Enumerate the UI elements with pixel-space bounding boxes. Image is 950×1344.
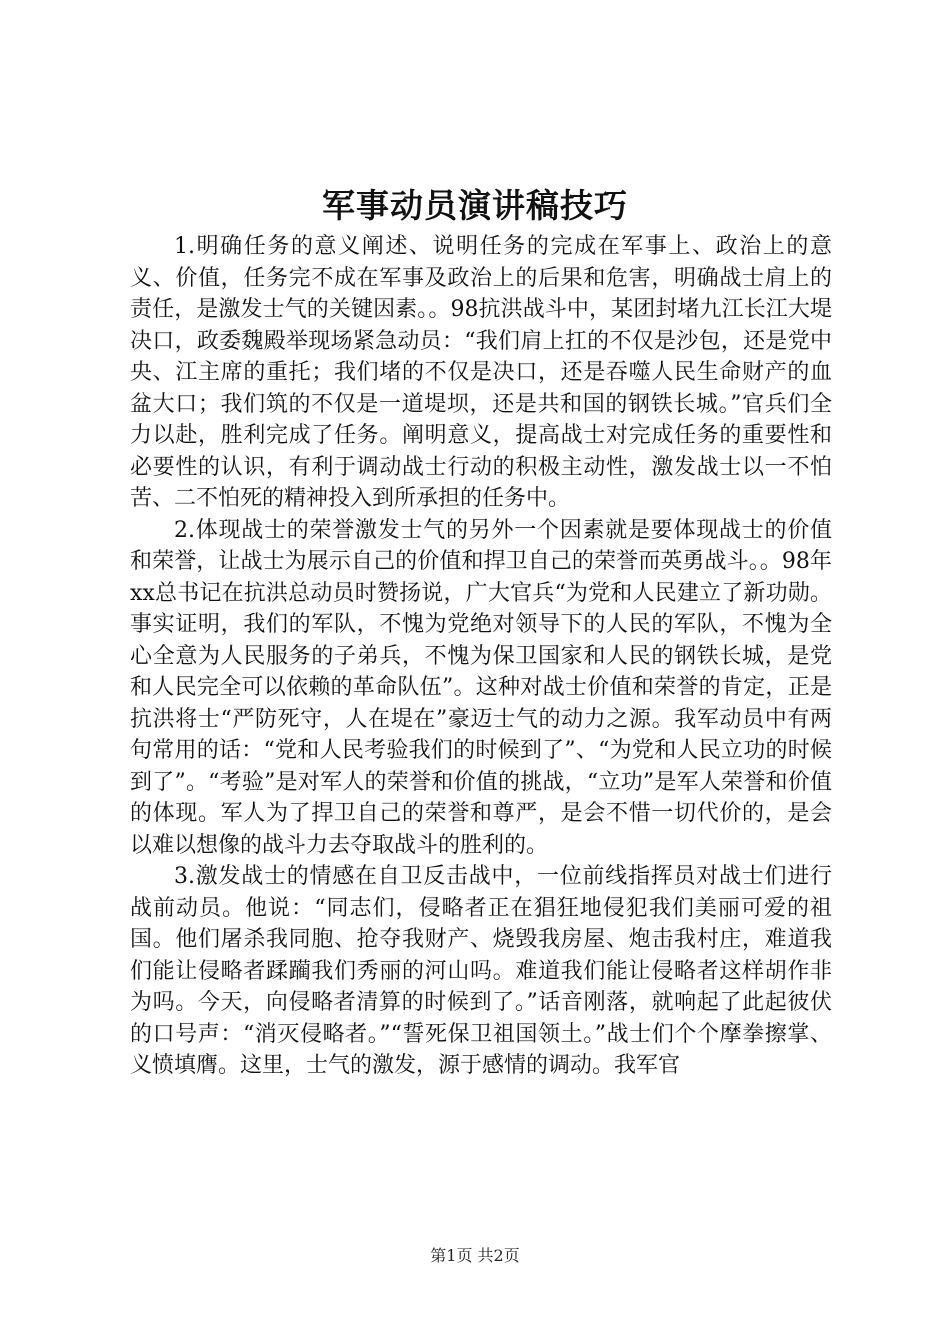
document-body: [130, 231, 832, 1082]
paragraph-3: 3.激发战士的情感在自卫反击战中，一位前线指挥员对战士们进行战前动员。他说：“同志们，侵略者正在猖狂地侵犯我们美丽可爱的祖国。他们屠杀我同胞、抢夺我财产、烧毁我房屋、炮击我村庄，难道我们能让侵略者蹂躏我们秀丽的河山吗。难道我们能让侵略者这样胡作非为吗。今天，向侵略者清算的时候到了。”话音刚落，就响起了此起彼伏的口号声：“消灭侵略者。”“誓死保卫祖国领土。”战士们个个摩拳擦掌、义愤填膺。这里，士气的激发，源于感情的调动。我军官: [130, 864, 832, 1078]
page-number-footer: 第1页 共2页: [430, 1246, 520, 1265]
document-title: 军事动员演讲稿技巧: [322, 186, 628, 225]
paragraph-2: 2.体现战士的荣誉激发士气的另外一个因素就是要体现战士的价值和荣誉，让战士为展示自己的价值和捍卫自己的荣誉而英勇战斗。。98年xx总书记在抗洪总动员时赞扬说，广大官兵“为党和人民建立了新功勋。事实证明，我们的军队，不愧为党绝对领导下的人民的军队，不愧为全心全意为人民服务的子弟兵，不愧为保卫国家和人民的钢铁长城，是党和人民完全可以依赖的革命队伍”。这种对战士价值和荣誉的肯定，正是抗洪将士“严防死守，人在堤在”豪迈士气的动力之源。我军动员中有两句常用的话：“党和人民考验我们的时候到了”、“为党和人民立功的时候到了”。“考验”是对军人的荣誉和价值的挑战，“立功”是军人荣誉和价值的体现。军人为了捍卫自己的荣誉和尊严，是会不惜一切代价的，是会以难以想像的战斗力去夺取战斗的胜利的。: [130, 517, 832, 858]
paragraph-1: 1.明确任务的意义阐述、说明任务的完成在军事上、政治上的意义、价值，任务完不成在军事及政治上的后果和危害，明确战士肩上的责任，是激发士气的关键因素。。98抗洪战斗中，某团封堵九江长江大堤决口，政委魏殿举现场紧急动员：“我们肩上扛的不仅是沙包，还是党中央、江主席的重托；我们堵的不仅是决口，还是吞噬人民生命财产的血盆大口；我们筑的不仅是一道堤坝，还是共和国的钢铁长城。”官兵们全力以赴，胜利完成了任务。阐明意义，提高战士对完成任务的重要性和必要性的认识，有利于调动战士行动的积极主动性，激发战士以一不怕苦、二不怕死的精神投入到所承担的任务中。: [130, 234, 832, 511]
